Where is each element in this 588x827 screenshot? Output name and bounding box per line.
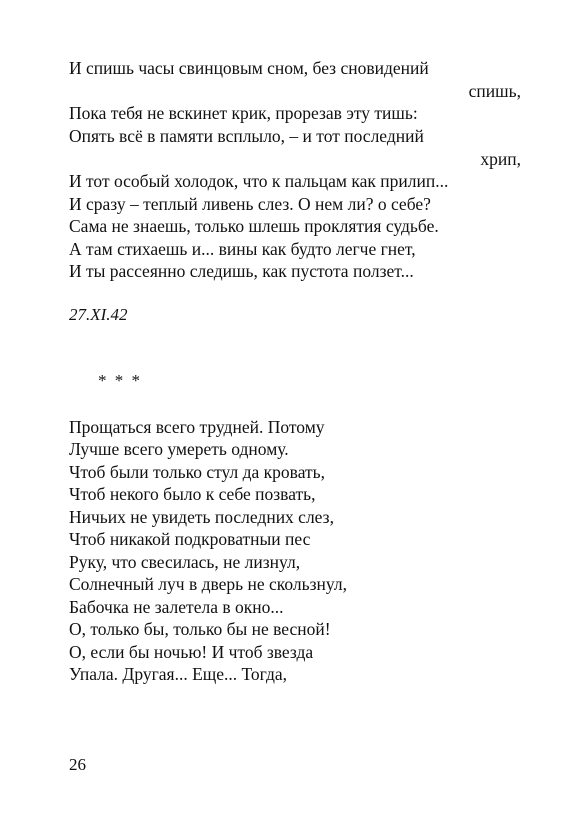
poem-1-line: И спишь часы свинцовым сном, без сновидений [69, 58, 429, 78]
poem-1-line: И сразу – теплый ливень слез. О нем ли? о себе? [69, 194, 431, 214]
poem-2-line: Солнечный луч в дверь не скользнул, [69, 574, 348, 594]
poem-2-line: Чтоб никакой подкроватныи пес [69, 529, 311, 549]
page-number: 26 [69, 755, 86, 774]
poem-2-line: Руку, что свесилась, не лизнул, [69, 552, 301, 572]
stanza-separator: * * * [98, 371, 142, 390]
poem-2-line: Лучше всего умереть одному. [69, 439, 289, 459]
poem-2-line: О, только бы, только бы не весной! [69, 619, 331, 639]
poem-1-line: Пока тебя не вскинет крик, прорезав эту тишь: [69, 103, 418, 123]
poem-2-line: Бабочка не залетела в окно... [69, 597, 284, 617]
poem-1-line-continuation: спишь, [468, 81, 521, 101]
poem-1-line: Сама не знаешь, только шлешь проклятия судьбе. [69, 216, 439, 236]
poem-2-line: Упала. Другая... Еще... Тогда, [69, 664, 287, 684]
poem-2-line: Чтоб были только стул да кровать, [69, 462, 326, 482]
poem-2-line: О, если бы ночью! И чтоб звезда [69, 642, 314, 662]
poem-1-line: И тот особый холодок, что к пальцам как прилип... [69, 171, 449, 191]
poem-1-date: 27.XI.42 [69, 305, 128, 324]
poem-1-line: И ты рассеянно следишь, как пустота ползет... [69, 261, 414, 281]
poem-1-line-continuation: хрип, [480, 149, 521, 169]
poem-2-line: Чтоб некого было к себе позвать, [69, 484, 316, 504]
poem-1-line: А там стихаешь и... вины как будто легче гнет, [69, 239, 416, 259]
poem-2-line: Ничьих не увидеть последних слез, [69, 507, 334, 527]
poem-2-line: Прощаться всего трудней. Потому [69, 417, 325, 437]
poem-1-line: Опять всё в памяти всплыло, – и тот последний [69, 126, 424, 146]
